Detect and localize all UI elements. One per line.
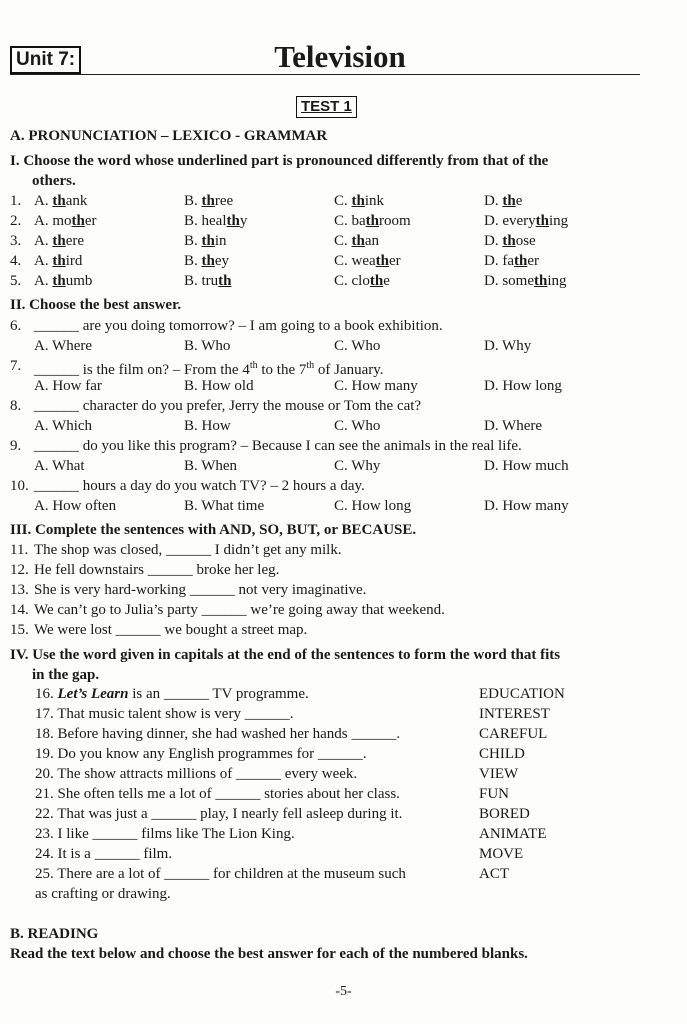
option-c: C. weather: [334, 253, 401, 269]
word-form-22: 22. That was just a ______ play, I nearly fell asleep during it. BORED: [35, 806, 530, 822]
option-b: B. thin: [184, 233, 227, 249]
option-b: B. they: [184, 253, 230, 269]
option-a: A. there: [34, 233, 84, 249]
unit-title: Television: [274, 39, 406, 74]
options-9: A. What B. When C. Why D. How much: [34, 458, 569, 474]
option-a: A. mother: [34, 213, 97, 229]
part3-heading: III. Complete the sentences with AND, SO, BUT, or BECAUSE.: [10, 522, 417, 538]
word-form-25: 25. There are a lot of ______ for children at the museum such ACT: [35, 866, 509, 882]
options-8: A. Which B. How C. Who D. Where: [34, 418, 543, 434]
option-c: C. bathroom: [334, 213, 411, 229]
option-d: D. father: [484, 253, 539, 269]
option-c: C. clothe: [334, 273, 390, 289]
option-d: D. those: [484, 233, 536, 249]
option-d: D. something: [484, 273, 567, 289]
pron-row-1: 1. A. thank B. three C. think D. the: [10, 193, 523, 209]
options-6: A. Where B. Who C. Who D. Why: [34, 338, 532, 354]
unit-label: Unit 7:: [10, 46, 81, 74]
test-label: TEST 1: [296, 96, 357, 118]
section-a-heading: A. PRONUNCIATION – LEXICO - GRAMMAR: [10, 128, 328, 144]
option-c: C. think: [334, 193, 385, 209]
option-b: B. truth: [184, 273, 232, 289]
option-a: A. third: [34, 253, 83, 269]
word-form-19: 19. Do you know any English programmes for ______. CHILD: [35, 746, 525, 762]
word-form-17: 17. That music talent show is very ______. INTEREST: [35, 706, 550, 722]
word-form-25-continued: as crafting or drawing.: [35, 886, 171, 902]
option-a: A. thumb: [34, 273, 93, 289]
section-b-heading: B. READING: [10, 926, 99, 942]
part4-heading: IV. Use the word given in capitals at the end of the sentences to form the word that fits in the gap.: [10, 647, 561, 683]
word-form-24: 24. It is a ______ film. MOVE: [35, 846, 524, 862]
part2-heading: II. Choose the best answer.: [10, 297, 182, 313]
options-10: A. How often B. What time C. How long D. How many: [34, 498, 569, 514]
pron-row-4: 4. A. third B. they C. weather D. father: [10, 253, 539, 269]
pron-row-2: 2. A. mother B. healthy C. bathroom D. everything: [10, 213, 569, 229]
worksheet-page: Unit 7: Television TEST 1 A. PRONUNCIATION – LEXICO - GRAMMAR I. Choose the word whose underlined part is pronounced differently from that of the others. 1. A. thank B. three C. think D. the 2. A. mother B. healthy C. bathroom D. everything 3. A. there B. thin C. than D. those 4. A. third B. they C. weather D. father 5. A. thumb B. truth C. clothe D. something II. Choose the best answer. 6. ______ are you doing tomorrow? – I am going to a book exhibition. A. Where B. Who C. Who D. Why 7. ______ is the film on? – From the 4th to the 7th of January. A. How far B. How old C. How many D. How long 8. ______ character do you prefer, Jerry the mouse or Tom the cat? A. Which B. How C. Who D. Where 9. ______ do you like this program? – Because I can see the animals in the real life. A. What B. When C. Why D. How much 10. ______ hours a day do you watch TV? – 2 hours a day. A. How often B. What time C. How long D. How many III. Complete the sentences with AND, SO, BUT, or BECAUSE. 11. The shop was closed, ______ I didn’t get any milk. 12. He fell downstairs ______ broke her leg. 13. She is very hard-working ______ not very imaginative. 14. We can’t go to Julia’s party ______ we’re going away that weekend. 15. We were lost ______ we bought a street map. IV. Use the word given in capitals at the end of the sentences to form the word that fits in the gap. 16. Let’s Learn is an ______ TV programme. EDUCATION 17. That music talent show is very ______. INTEREST 18. Before having dinner, she had washed her hands ______. CAREFUL 19. Do you know any English programmes for ______. CHILD 20. The show attracts millions of ______ every week. VIEW 21. She often tells me a lot of ______ stories about her class. FUN 22. That was just a ______ play, I nearly fell asleep during it. BORED 23. I like ______ films like The Lion King. ANIMATE 24. It is a ______ film. MOVE 25. There are a lot of ______ for children at the museum such ACT as crafting or drawing. B. READING Read the text below and choose the best answer for each of the numbered blanks. -5-: [0, 0, 687, 1024]
option-b: B. healthy: [184, 213, 248, 229]
title-rule: [10, 74, 640, 75]
option-d: D. the: [484, 193, 523, 209]
page-number: -5-: [335, 984, 352, 999]
options-7: A. How far B. How old C. How many D. How long: [34, 378, 562, 394]
option-b: B. three: [184, 193, 234, 209]
option-d: D. everything: [484, 213, 569, 229]
word-form-16: 16. Let’s Learn is an ______ TV programme. EDUCATION: [35, 686, 565, 702]
pron-row-3: 3. A. there B. thin C. than D. those: [10, 233, 536, 249]
section-b-instructions: Read the text below and choose the best answer for each of the numbered blanks.: [10, 946, 528, 962]
word-form-18: 18. Before having dinner, she had washed her hands ______. CAREFUL: [35, 726, 548, 742]
word-form-21: 21. She often tells me a lot of ______ stories about her class. FUN: [35, 786, 510, 802]
word-form-23: 23. I like ______ films like The Lion King. ANIMATE: [35, 826, 547, 842]
pron-row-5: 5. A. thumb B. truth C. clothe D. something: [10, 273, 567, 289]
option-c: C. than: [334, 233, 380, 249]
option-a: A. thank: [34, 193, 88, 209]
word-form-20: 20. The show attracts millions of ______ every week. VIEW: [35, 766, 519, 782]
part1-heading: I. Choose the word whose underlined part is pronounced differently from that of the others.: [10, 153, 549, 189]
